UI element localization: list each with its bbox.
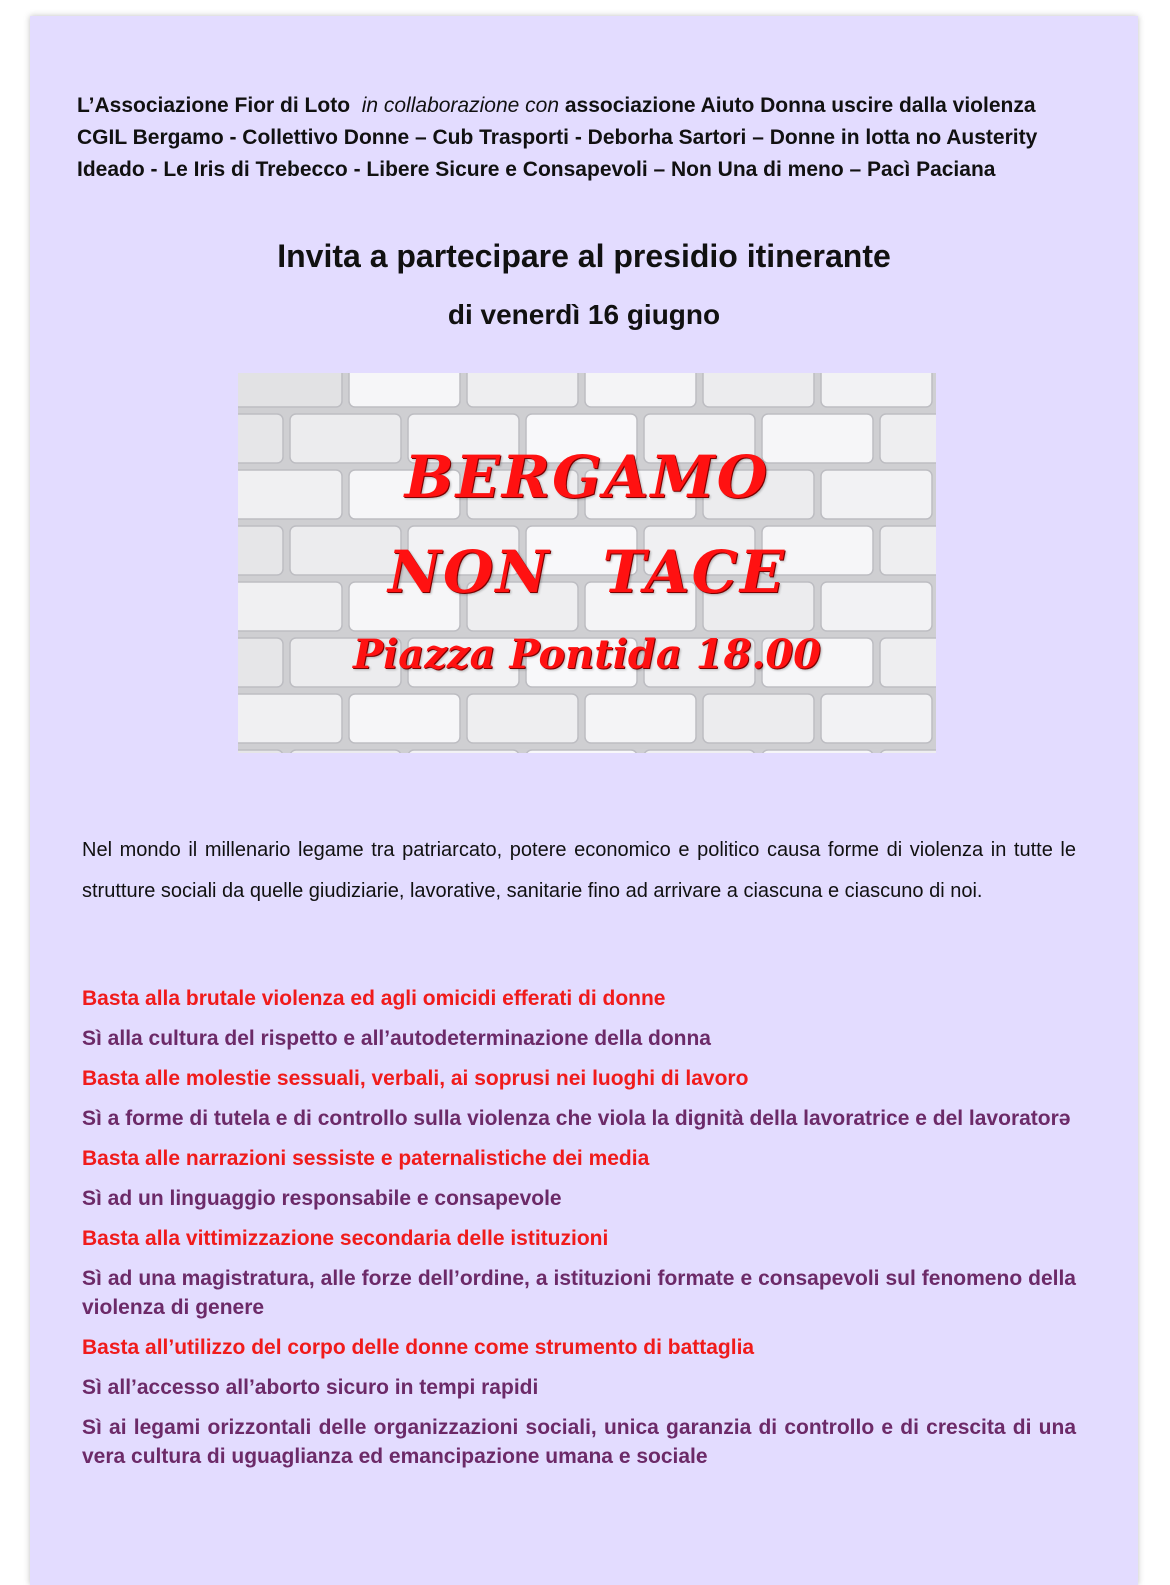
organizers-line-1	[77, 90, 1082, 122]
brick	[467, 373, 578, 407]
slogan-si: Sì ai legami orizzontali delle organizzazioni sociali, unica garanzia di controllo e di crescita di una vera cultura di uguaglianza ed emancipazione umana e sociale	[82, 1416, 1076, 1468]
slogan-basta: Basta alla vittimizzazione secondaria delle istituzioni	[82, 1227, 609, 1250]
slogan-si: Sì a forme di tutela e di controllo sulla violenza che viola la dignità della lavoratrice e del lavoratorə	[82, 1107, 1071, 1130]
brick	[408, 750, 519, 753]
slogan-si: Sì ad un linguaggio responsabile e consapevole	[82, 1187, 562, 1210]
brick	[349, 373, 460, 407]
poster-line-city: BERGAMO	[404, 443, 770, 511]
slogan-list	[82, 984, 1076, 1482]
brick	[585, 373, 696, 407]
slogan-basta: Basta all’utilizzo del corpo delle donne come strumento di battaglia	[82, 1336, 755, 1359]
poster-line-location-time: Piazza Pontida 18.00	[353, 631, 821, 678]
partner-organization: associazione Aiuto Donna uscire dalla violenza	[564, 94, 1036, 117]
poster-brick-wall-image	[238, 373, 936, 753]
brick	[644, 750, 755, 753]
brick	[703, 373, 814, 407]
lead-organization: L’Associazione Fior di Loto	[77, 94, 351, 117]
slogan-si: Sì ad una magistratura, alle forze dell’ordine, a istituzioni formate e consapevoli sul fenomeno della violenza di genere	[82, 1267, 1076, 1319]
organizers-block	[77, 90, 1082, 186]
brick	[349, 694, 460, 743]
brick	[703, 694, 814, 743]
slogan-basta: Basta alle molestie sessuali, verbali, ai soprusi nei luoghi di lavoro	[82, 1067, 749, 1090]
brick	[762, 750, 873, 753]
brick	[526, 750, 637, 753]
brick	[238, 694, 342, 743]
slogan-si: Sì all’accesso all’aborto sicuro in tempi rapidi	[82, 1376, 539, 1399]
brick	[467, 694, 578, 743]
brick	[238, 750, 283, 753]
event-date: di venerdì 16 giugno	[447, 299, 721, 330]
brick	[821, 373, 932, 407]
flyer-page	[30, 16, 1138, 1585]
collaboration-phrase: in collaborazione con	[361, 94, 559, 117]
slogan-basta: Basta alle narrazioni sessiste e paternalistiche dei media	[82, 1147, 650, 1170]
brick	[238, 373, 342, 407]
poster-line-non-tace: NON TACE	[387, 538, 787, 606]
brick	[290, 750, 401, 753]
brick	[821, 694, 932, 743]
invite-title: Invita a partecipare al presidio itinerante	[277, 238, 891, 274]
brick	[880, 750, 936, 753]
slogan-basta: Basta alla brutale violenza ed agli omicidi efferati di donne	[82, 987, 666, 1010]
intro-paragraph: Nel mondo il millenario legame tra patriarcato, potere economico e politico causa forme di violenza in tutte le strutture sociali da quelle giudiziarie, lavorative, sanitarie fino ad arrivare a ciascuna e ciascuno di noi.	[82, 839, 1076, 902]
organizers-line-2: CGIL Bergamo - Collettivo Donne – Cub Trasporti - Deborha Sartori – Donne in lotta no Austerity	[77, 126, 1038, 149]
slogan-si: Sì alla cultura del rispetto e all’autodeterminazione della donna	[82, 1027, 711, 1050]
organizers-line-3: Ideado - Le Iris di Trebecco - Libere Sicure e Consapevoli – Non Una di meno – Pacì Paciana	[77, 158, 996, 181]
brick	[585, 694, 696, 743]
